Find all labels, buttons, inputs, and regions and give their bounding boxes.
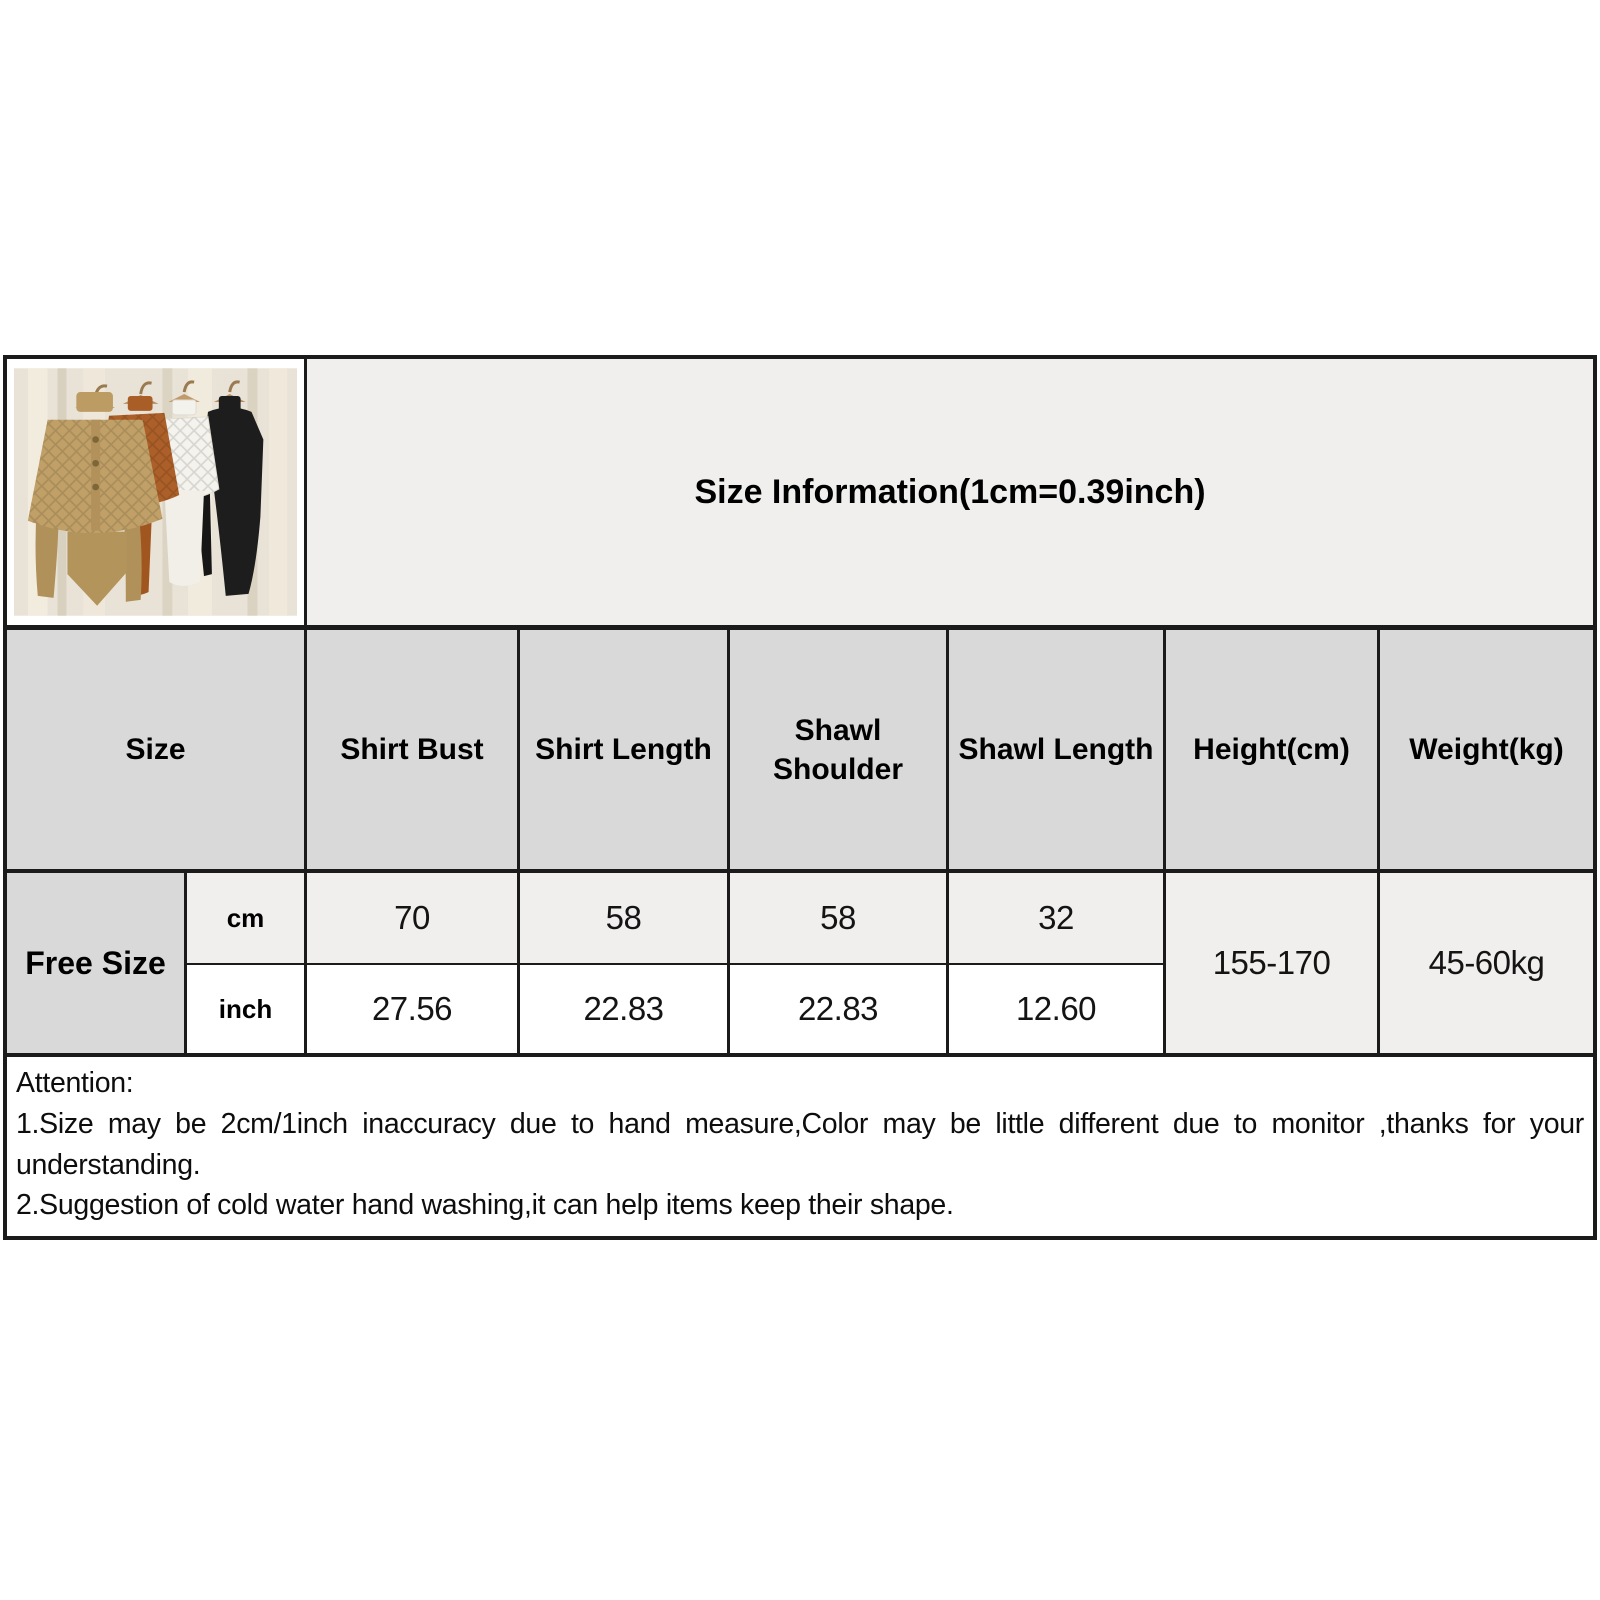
cm-shirt-bust: 70 bbox=[307, 873, 520, 965]
header-height: Height(cm) bbox=[1166, 630, 1380, 873]
product-photo bbox=[14, 366, 297, 618]
size-value-cell: Free Size bbox=[7, 873, 187, 1057]
cm-shawl-shoulder: 58 bbox=[730, 873, 949, 965]
inch-shirt-length: 22.83 bbox=[520, 965, 730, 1057]
height-range-cell: 155-170 bbox=[1166, 873, 1380, 1057]
weight-range-cell: 45-60kg bbox=[1380, 873, 1593, 1057]
inch-shawl-length: 12.60 bbox=[949, 965, 1166, 1057]
unit-cm-label: cm bbox=[187, 873, 307, 965]
header-weight: Weight(kg) bbox=[1380, 630, 1593, 873]
page-title bbox=[307, 359, 1593, 630]
unit-inch-label: inch bbox=[187, 965, 307, 1057]
header-shawl-shoulder: Shawl Shoulder bbox=[730, 630, 949, 873]
cm-shirt-length: 58 bbox=[520, 873, 730, 965]
header-shawl-length: Shawl Length bbox=[949, 630, 1166, 873]
attention-note-2: 2.Suggestion of cold water hand washing,it can help items keep their shape. bbox=[16, 1189, 954, 1222]
attention-note-1: 1.Size may be 2cm/1inch inaccuracy due to hand measure,Color may be little different due to monitor ,thanks for your understanding. bbox=[16, 1107, 1584, 1181]
attention-notes bbox=[7, 1057, 1593, 1236]
header-size: Size bbox=[7, 630, 307, 873]
inch-shawl-shoulder: 22.83 bbox=[730, 965, 949, 1057]
attention-heading: Attention: bbox=[16, 1067, 134, 1099]
cm-shawl-length: 32 bbox=[949, 873, 1166, 965]
size-chart-sheet bbox=[3, 355, 1597, 1240]
header-shirt-bust: Shirt Bust bbox=[307, 630, 520, 873]
header-shirt-length: Shirt Length bbox=[520, 630, 730, 873]
inch-shirt-bust: 27.56 bbox=[307, 965, 520, 1057]
page-title-text: Size Information(1cm=0.39inch) bbox=[694, 472, 1206, 511]
product-image-cell bbox=[7, 359, 307, 630]
